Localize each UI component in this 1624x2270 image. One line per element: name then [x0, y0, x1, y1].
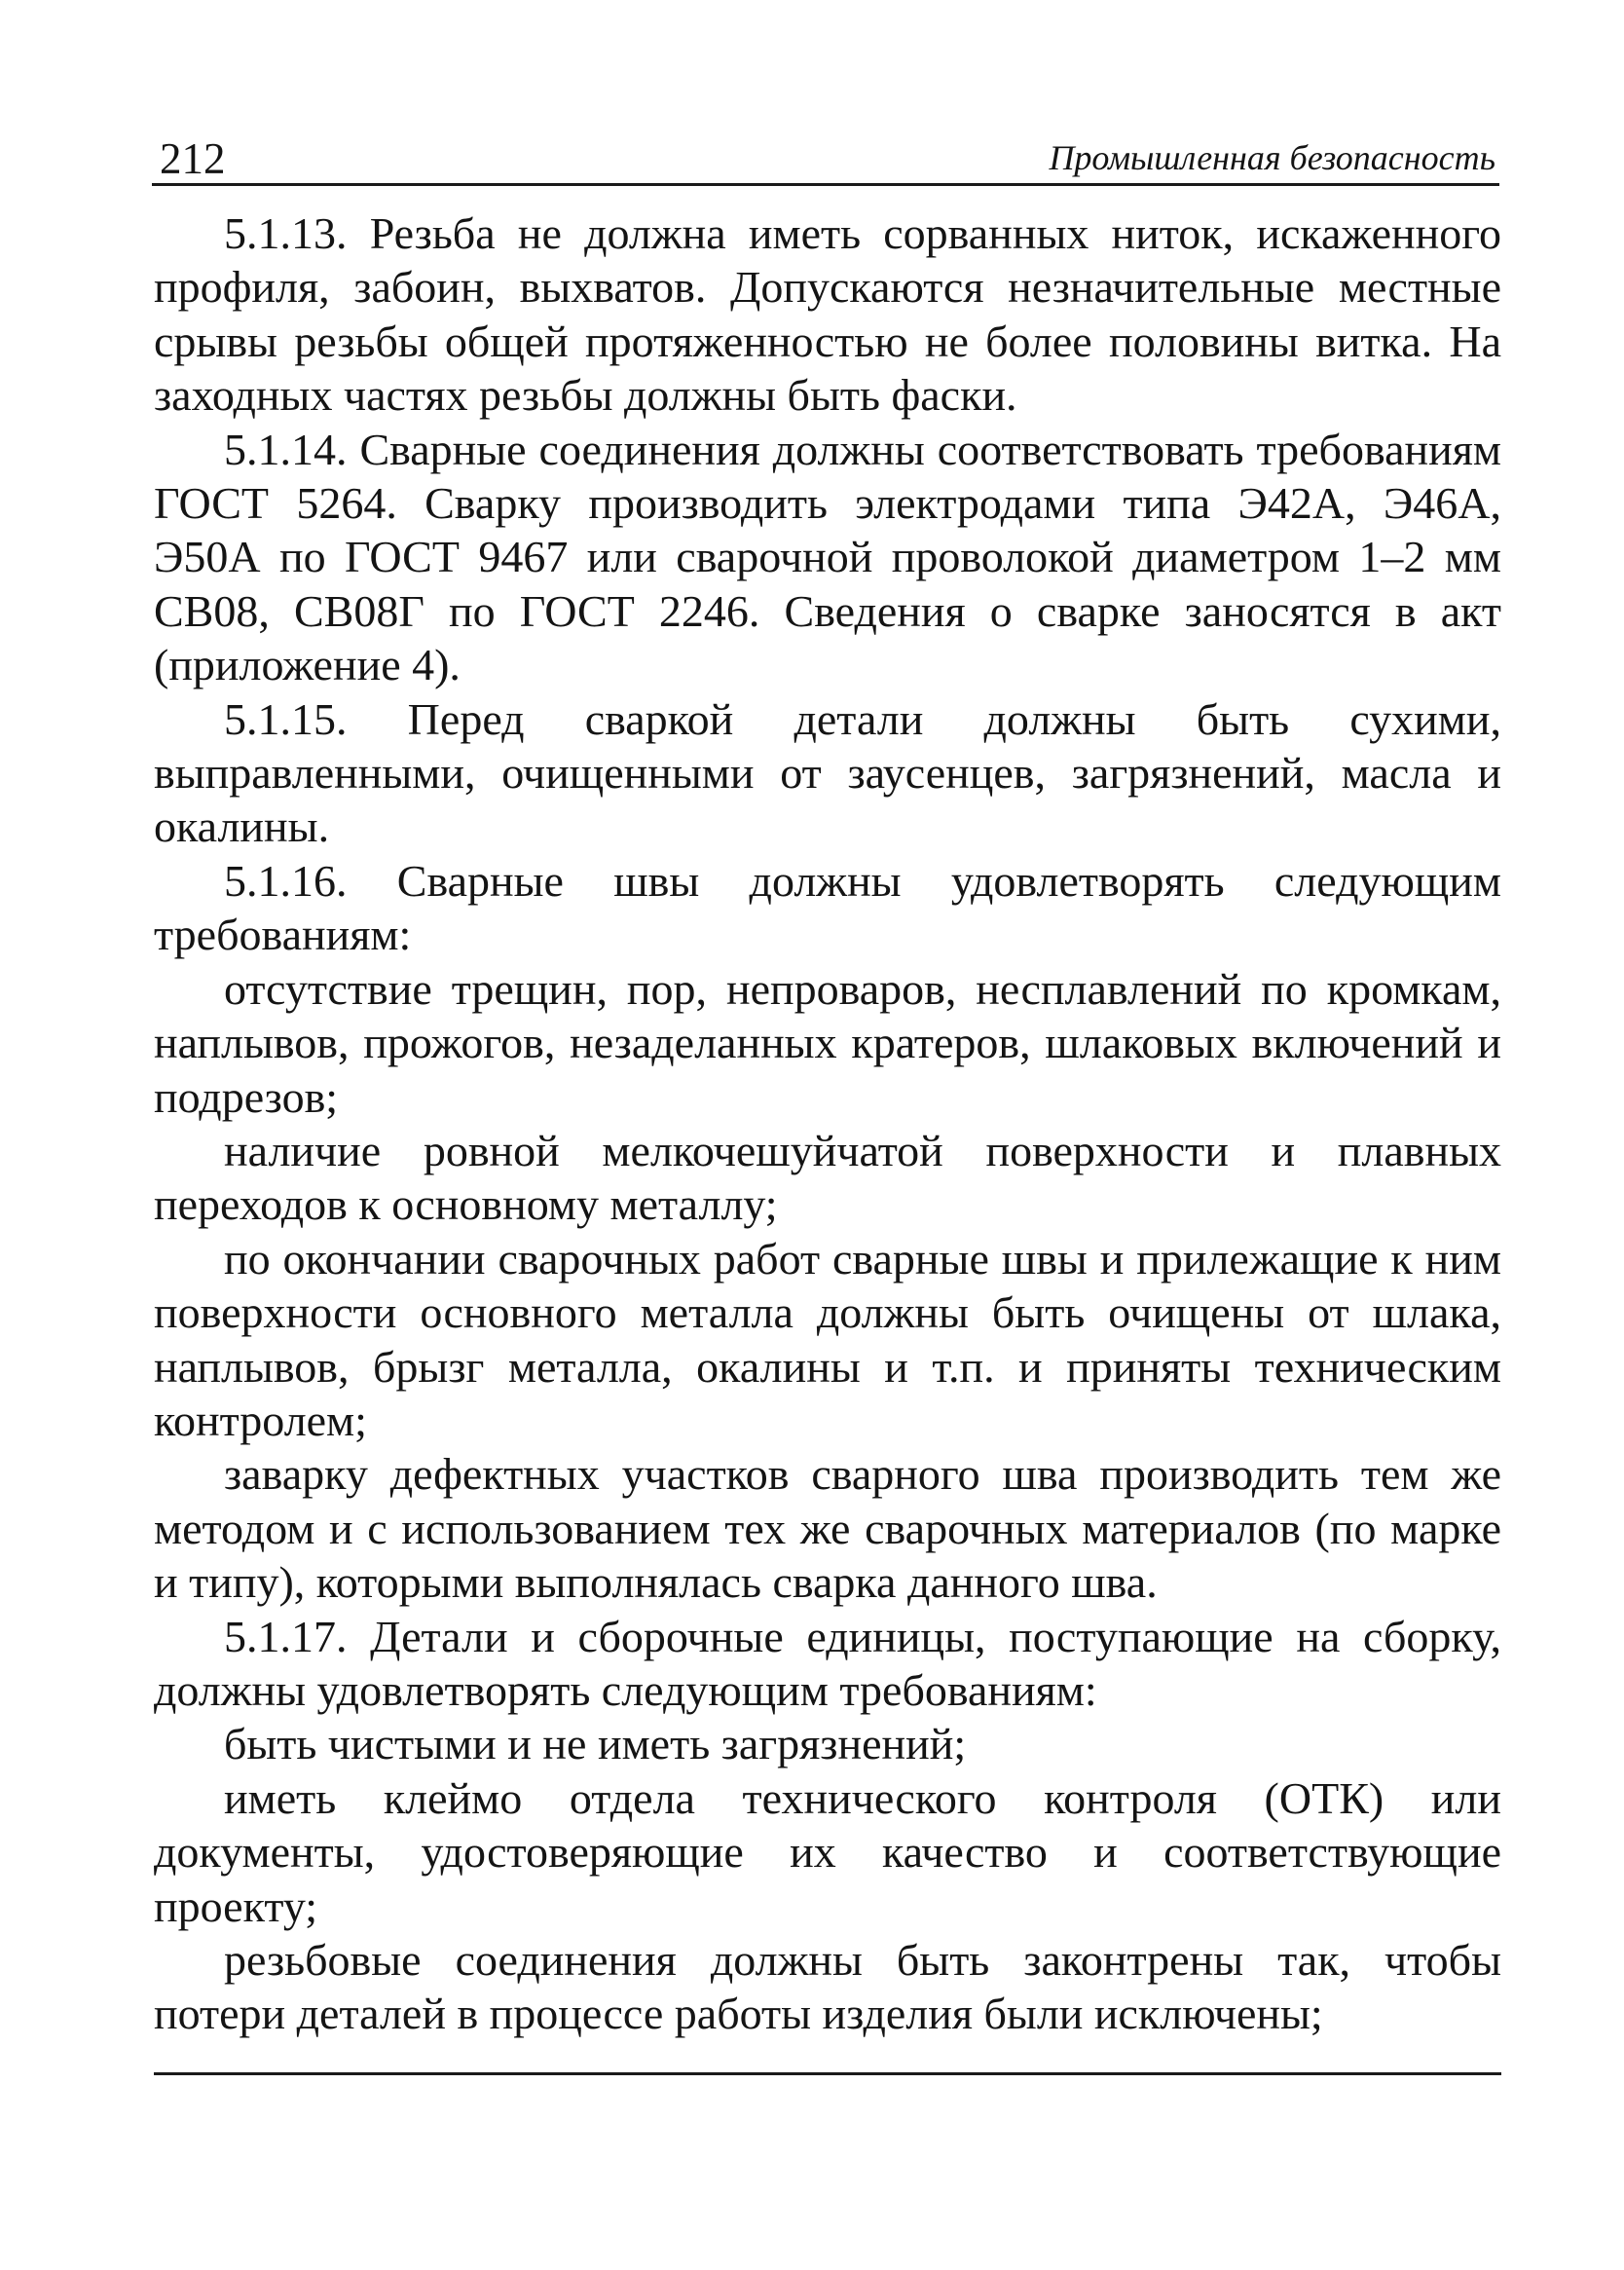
list-item: быть чистыми и не иметь загрязнений; — [224, 1719, 967, 1769]
paragraph-5-1-13: 5.1.13. Резьба не должна иметь сорванных ниток, искаженного профиля, забоин, выхватов. Допускаются незначительные местные срывы резьбы общей протяженностью не более половины витка. На заходных частях резьбы должны быть фаски. — [154, 208, 1501, 421]
paragraph-5-1-17: 5.1.17. Детали и сборочные единицы, поступающие на сборку, должны удовлетворять следующим требованиям: — [154, 1611, 1501, 1715]
list-item: по окончании сварочных работ сварные швы и прилежащие к ним поверхности основного металла должны быть очищены от шлака, наплывов, брызг металла, окалины и т.п. и приняты техническим контролем; — [154, 1233, 1501, 1445]
paragraph-5-1-14: 5.1.14. Сварные соединения должны соответствовать требованиям ГОСТ 5264. Сварку производить электродами типа Э42А, Э46А, Э50А по ГОСТ 9467 или сварочной проволокой диаметром 1–2 мм СВ08, СВ08Г по ГОСТ 2246. Сведения о сварке заносятся в акт (приложение 4). — [154, 424, 1501, 690]
list-item: иметь клеймо отдела технического контроля (ОТК) или документы, удостоверяющие их качество и соответствующие проекту; — [154, 1772, 1501, 1931]
list-item: отсутствие трещин, пор, непроваров, несплавлений по кромкам, наплывов, прожогов, незаделанных кратеров, шлаковых включений и подрезов; — [154, 963, 1501, 1122]
list-item: заварку дефектных участков сварного шва производить тем же методом и с использованием тех же сварочных материалов (по марке и типу), которыми выполнялась сварка данного шва. — [154, 1449, 1501, 1608]
paragraph-5-1-15: 5.1.15. Перед сваркой детали должны быть сухими, выправленными, очищенными от заусенцев, загрязнений, масла и окалины. — [154, 693, 1501, 852]
list-item: резьбовые соединения должны быть законтрены так, чтобы потери деталей в процессе работы изделия были исключены; — [154, 1935, 1501, 2039]
page-header — [152, 125, 1499, 186]
page-number: 212 — [160, 134, 226, 183]
list-item: наличие ровной мелкочешуйчатой поверхности и плавных переходов к основному металлу; — [154, 1125, 1501, 1230]
paragraph-5-1-16: 5.1.16. Сварные швы должны удовлетворять следующим требованиям: — [154, 855, 1501, 960]
bottom-rule — [154, 2072, 1501, 2075]
body-text — [154, 206, 1501, 2041]
running-title: Промышленная безопасность — [1049, 138, 1495, 177]
